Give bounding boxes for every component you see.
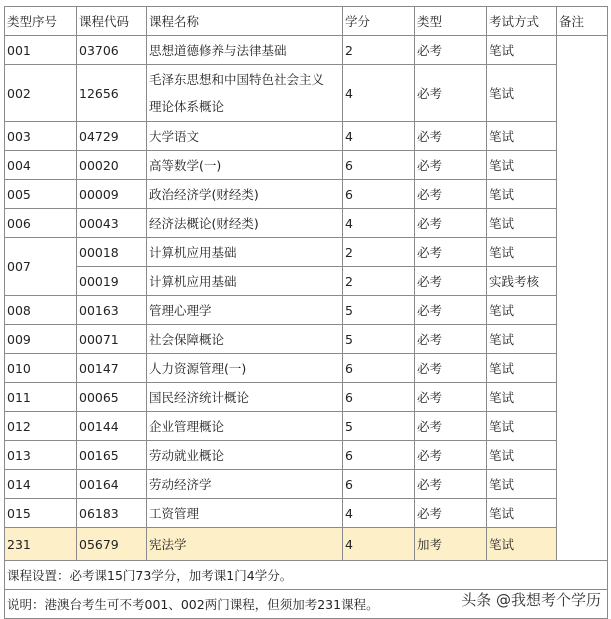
cell-credit: 4: [343, 209, 415, 238]
table-row: [5, 470, 608, 499]
cell-name: 劳动经济学: [147, 470, 343, 499]
cell-type: 必考: [415, 267, 487, 296]
cell-code: 05679: [77, 528, 147, 561]
table-row: [5, 528, 608, 561]
cell-seq: 013: [5, 441, 77, 470]
cell-credit: 6: [343, 383, 415, 412]
cell-credit: 5: [343, 325, 415, 354]
cell-type: 必考: [415, 499, 487, 528]
table-row: [5, 151, 608, 180]
cell-seq: 005: [5, 180, 77, 209]
cell-type: 必考: [415, 296, 487, 325]
cell-exam: 笔试: [487, 209, 557, 238]
cell-code: 06183: [77, 499, 147, 528]
cell-exam: 笔试: [487, 151, 557, 180]
cell-exam: 笔试: [487, 499, 557, 528]
cell-name: 劳动就业概论: [147, 441, 343, 470]
cell-type: 必考: [415, 122, 487, 151]
course-table: [4, 6, 608, 619]
cell-seq: 003: [5, 122, 77, 151]
cell-credit: 4: [343, 528, 415, 561]
cell-type: 必考: [415, 151, 487, 180]
cell-name: 国民经济统计概论: [147, 383, 343, 412]
table-row: [5, 325, 608, 354]
cell-name: 大学语文: [147, 122, 343, 151]
cell-exam: 笔试: [487, 296, 557, 325]
cell-code: 00009: [77, 180, 147, 209]
cell-exam: 笔试: [487, 122, 557, 151]
cell-code: 00165: [77, 441, 147, 470]
cell-name: 人力资源管理(一): [147, 354, 343, 383]
header-row: [5, 7, 608, 36]
cell-name: 工资管理: [147, 499, 343, 528]
cell-name: 宪法学: [147, 528, 343, 561]
cell-exam: 笔试: [487, 238, 557, 267]
table-row: [5, 354, 608, 383]
cell-type: 加考: [415, 528, 487, 561]
cell-exam: 笔试: [487, 528, 557, 561]
cell-type: 必考: [415, 441, 487, 470]
cell-seq: 009: [5, 325, 77, 354]
cell-name: 高等数学(一): [147, 151, 343, 180]
cell-seq: 014: [5, 470, 77, 499]
cell-name: 管理心理学: [147, 296, 343, 325]
header-cell: 类型: [415, 7, 487, 36]
cell-exam: 笔试: [487, 470, 557, 499]
cell-credit: 5: [343, 296, 415, 325]
cell-code: 00043: [77, 209, 147, 238]
cell-code: 00065: [77, 383, 147, 412]
cell-credit: 2: [343, 238, 415, 267]
cell-credit: 6: [343, 470, 415, 499]
cell-type: 必考: [415, 65, 487, 122]
cell-credit: 6: [343, 441, 415, 470]
table-row: [5, 267, 608, 296]
table-row: [5, 238, 608, 267]
cell-seq: 006: [5, 209, 77, 238]
cell-code: 04729: [77, 122, 147, 151]
cell-credit: 4: [343, 122, 415, 151]
cell-seq: 015: [5, 499, 77, 528]
cell-type: 必考: [415, 354, 487, 383]
table-row: [5, 65, 608, 122]
cell-exam: 笔试: [487, 412, 557, 441]
cell-exam: 笔试: [487, 36, 557, 65]
cell-name: 计算机应用基础: [147, 267, 343, 296]
header-cell: 课程名称: [147, 7, 343, 36]
cell-seq: 011: [5, 383, 77, 412]
cell-exam: 笔试: [487, 180, 557, 209]
cell-type: 必考: [415, 325, 487, 354]
cell-name: 思想道德修养与法律基础: [147, 36, 343, 65]
table-row: [5, 441, 608, 470]
table-row: [5, 499, 608, 528]
cell-type: 必考: [415, 209, 487, 238]
watermark-text: 头条 @我想考个学历: [461, 591, 601, 609]
cell-name: 社会保障概论: [147, 325, 343, 354]
cell-type: 必考: [415, 383, 487, 412]
cell-seq: 002: [5, 65, 77, 122]
table-row: [5, 122, 608, 151]
cell-exam: 实践考核: [487, 267, 557, 296]
footer-text: 课程设置：必考课15门73学分，加考课1门4学分。: [5, 561, 608, 590]
cell-code: 00147: [77, 354, 147, 383]
cell-name: 计算机应用基础: [147, 238, 343, 267]
cell-seq: 007: [5, 238, 77, 296]
cell-name: 毛泽东思想和中国特色社会主义理论体系概论: [147, 65, 343, 122]
header-cell: 学分: [343, 7, 415, 36]
cell-code: 00020: [77, 151, 147, 180]
table-row: [5, 296, 608, 325]
cell-credit: 6: [343, 180, 415, 209]
table-row: [5, 383, 608, 412]
header-cell: 考试方式: [487, 7, 557, 36]
cell-code: 00163: [77, 296, 147, 325]
table-row: [5, 180, 608, 209]
cell-code: 00144: [77, 412, 147, 441]
cell-name: 政治经济学(财经类): [147, 180, 343, 209]
cell-type: 必考: [415, 180, 487, 209]
cell-type: 必考: [415, 412, 487, 441]
cell-code: 00071: [77, 325, 147, 354]
header-cell: 类型序号: [5, 7, 77, 36]
cell-credit: 2: [343, 267, 415, 296]
cell-credit: 6: [343, 151, 415, 180]
note-cell: [557, 36, 608, 561]
cell-seq: 004: [5, 151, 77, 180]
cell-exam: 笔试: [487, 441, 557, 470]
cell-type: 必考: [415, 36, 487, 65]
table-row: [5, 209, 608, 238]
table-row: [5, 36, 608, 65]
cell-exam: 笔试: [487, 383, 557, 412]
cell-code: 00019: [77, 267, 147, 296]
cell-exam: 笔试: [487, 325, 557, 354]
header-cell: 课程代码: [77, 7, 147, 36]
cell-seq: 010: [5, 354, 77, 383]
footer-row: [5, 561, 608, 590]
cell-code: 12656: [77, 65, 147, 122]
cell-credit: 4: [343, 499, 415, 528]
cell-credit: 2: [343, 36, 415, 65]
cell-code: 00164: [77, 470, 147, 499]
cell-name: 经济法概论(财经类): [147, 209, 343, 238]
cell-code: 03706: [77, 36, 147, 65]
cell-seq: 001: [5, 36, 77, 65]
header-cell: 备注: [557, 7, 608, 36]
cell-code: 00018: [77, 238, 147, 267]
table-row: [5, 412, 608, 441]
cell-seq: 008: [5, 296, 77, 325]
cell-seq: 012: [5, 412, 77, 441]
cell-type: 必考: [415, 470, 487, 499]
cell-credit: 6: [343, 354, 415, 383]
cell-name: 企业管理概论: [147, 412, 343, 441]
cell-exam: 笔试: [487, 65, 557, 122]
cell-credit: 4: [343, 65, 415, 122]
cell-seq: 231: [5, 528, 77, 561]
cell-credit: 5: [343, 412, 415, 441]
cell-type: 必考: [415, 238, 487, 267]
cell-exam: 笔试: [487, 354, 557, 383]
footer-text: 说明：港澳台考生可不考001、002两门课程，但须加考231课程。: [5, 590, 608, 619]
